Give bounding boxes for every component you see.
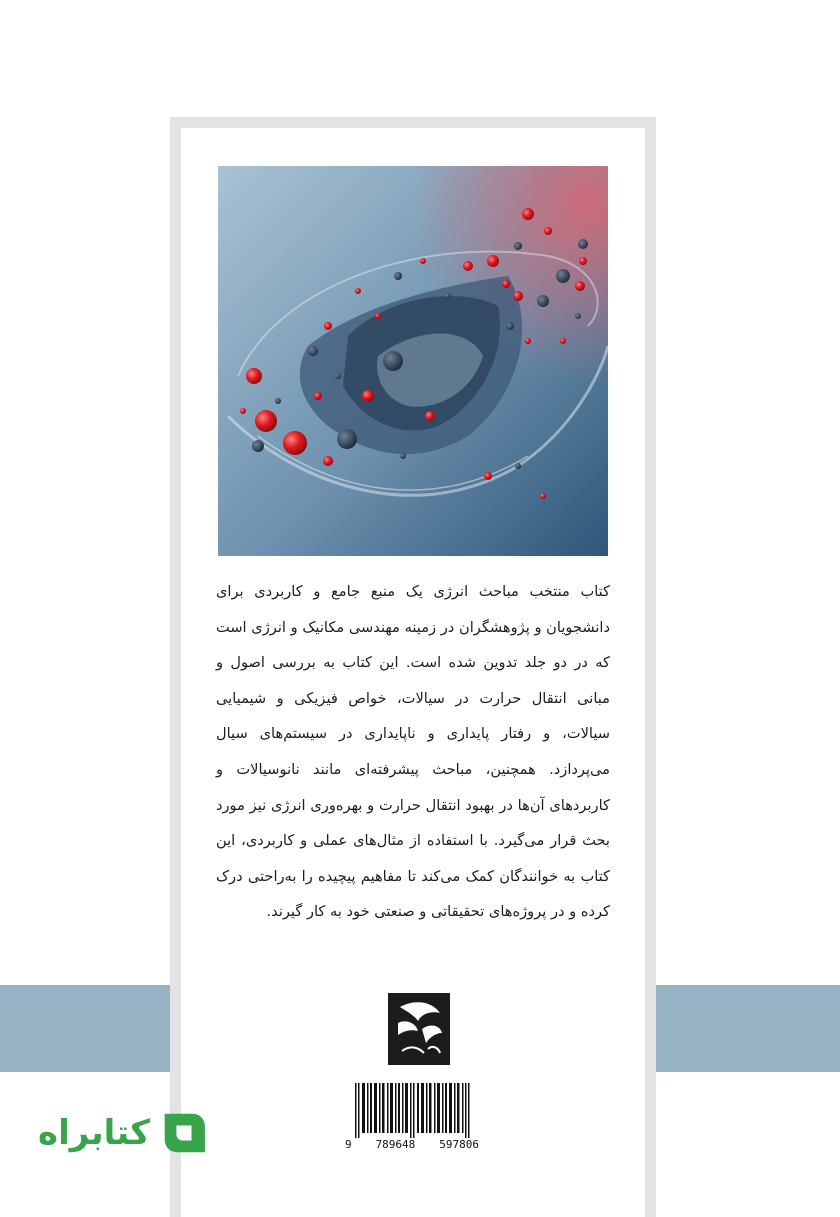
ketabrah-logo-icon: [158, 1102, 210, 1164]
ketabrah-text: کتابراه: [38, 1113, 151, 1153]
back-cover-blurb: کتاب منتخب مباحث انرژی یک منبع جامع و کاربردی برای دانشجویان و پژوهشگران در زمینه مهندسی مکانیک و انرژی است که در دو جلد تدوین شده است. این کتاب به بررسی اصول و مبانی انتقال حرارت در سیالات، خواص فیزیکی و شیمیایی سیالات، و رفتار پایداری و ناپایداری در سیستم‌های سیال می‌پردازد. همچنین، مباحث پیشرفته‌ای مانند نانوسیالات و کاربردهای آن‌ها در بهبود انتقال حرارت و بهره‌وری انرژی نیز مورد بحث قرار می‌گیرد. با استفاده از مثال‌های عملی و کاربردی، این کتاب به خوانندگان کمک می‌کند تا مفاهیم پیچیده را به‌راحتی درک کرده و در پروژه‌های تحقیقاتی و صنعتی خود به کار گیرند.: [216, 583, 610, 921]
isbn-number: [345, 1138, 479, 1152]
publisher-logo-icon: [388, 993, 450, 1065]
isbn-group-1: 789648: [375, 1138, 416, 1151]
isbn-barcode: [345, 1083, 479, 1139]
ketabrah-brand: [38, 1098, 210, 1168]
isbn-group-2: 597806: [439, 1138, 479, 1151]
isbn-prefix: 9: [345, 1138, 352, 1151]
cover-illustration: [218, 166, 608, 556]
